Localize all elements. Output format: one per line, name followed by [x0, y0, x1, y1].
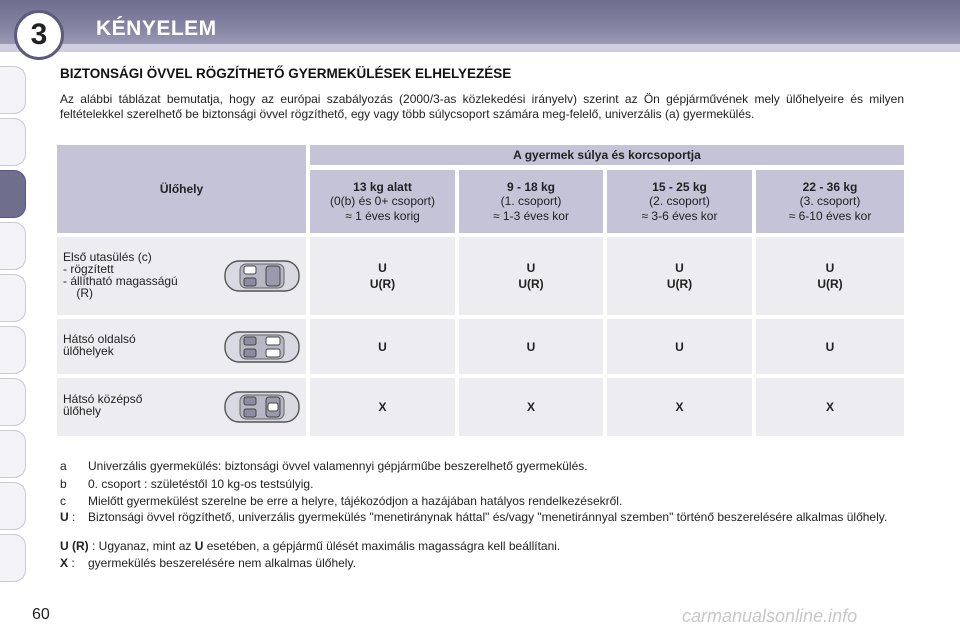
car-seat-diagram-icon [222, 258, 302, 294]
cell-value: X [378, 400, 387, 414]
cell-rear-side-group-1 [459, 319, 603, 374]
cell-rear-middle-group-0 [310, 378, 455, 436]
column-age: ≈ 1 éves korig [345, 208, 420, 223]
header-strip [0, 44, 960, 52]
cell-rear-middle-group-1 [459, 378, 603, 436]
page-number: 60 [32, 606, 50, 623]
footnote-text: Mielőtt gyermekülést szerelne be erre a helyre, tájékozódjon a hazájában hatályos rendelkezésekről. [88, 494, 623, 508]
column-group: (2. csoport) [649, 193, 710, 208]
row-label-line: - rögzített [63, 262, 114, 276]
cell-front-group-2 [607, 237, 752, 315]
row-label-rear-side-seats [57, 319, 306, 374]
cell-rear-side-group-3 [756, 319, 904, 374]
cell-rear-middle-group-2 [607, 378, 752, 436]
cell-rear-side-group-0 [310, 319, 455, 374]
footnote-ur [60, 539, 920, 554]
row-label-line: Hátsó középső [63, 392, 143, 406]
column-group: (1. csoport) [500, 193, 562, 208]
side-tab-active[interactable] [0, 170, 26, 218]
column-age: ≈ 6-10 éves kor [788, 208, 872, 223]
side-tab-5[interactable] [0, 274, 26, 322]
row-label-line: Első utasülés (c) [63, 250, 152, 264]
footnote-key: b [60, 477, 67, 491]
car-seat-diagram-icon [222, 389, 302, 425]
cell-value: U [675, 261, 684, 275]
cell-value: U [526, 339, 536, 354]
footnote-key: U : [60, 510, 76, 524]
seat-column-header [57, 145, 306, 233]
car-seat-diagram-icon [222, 329, 302, 365]
group-header [310, 145, 904, 165]
footnote-key: a [60, 459, 67, 473]
column-title: 22 - 36 kg [802, 179, 858, 194]
column-title: 15 - 25 kg [652, 179, 707, 194]
cell-front-group-1 [459, 237, 603, 315]
row-label-line: ülőhely [63, 404, 102, 418]
cell-value: U(R) [817, 277, 843, 291]
row-label-rear-middle-seat [57, 378, 306, 436]
chapter-title: KÉNYELEM [96, 17, 217, 40]
side-tab-10[interactable] [0, 534, 26, 582]
cell-front-group-0 [310, 237, 455, 315]
chapter-number-badge: 3 [14, 10, 64, 60]
intro-paragraph: Az alábbi táblázat bemutatja, hogy az európai szabályozás (2000/3-as közlekedési irányelv) szerint az Ön gépjárművének mely ülőhelyeire és milyen feltételekkel szerelhető be biztonsági övvel rögzíthető, egy vagy több súlycsoport számára meg-felelő, univerzális (a) gyermekülés. [60, 92, 904, 121]
side-tab-8[interactable] [0, 430, 26, 478]
footnote-text: Biztonsági övvel rögzíthető, univerzális gyermekülés "menetiránynak háttal" és/vagy "menetiránnyal szemben" történő beszerelésére alkalmas ülőhely. [88, 510, 888, 524]
cell-value: U [675, 339, 684, 354]
cell-value: U [378, 339, 387, 354]
seat-header-label: Ülőhely [159, 182, 204, 196]
footnote-text: gyermekülés beszerelésére nem alkalmas ülőhely. [88, 556, 356, 570]
cell-front-group-3 [756, 237, 904, 315]
column-header-group-1 [459, 170, 603, 233]
footnote-text: Univerzális gyermekülés: biztonsági övvel valamennyi gépjárműbe beszerelhető gyermekülés. [88, 459, 588, 473]
column-age: ≈ 1-3 éves kor [493, 208, 569, 223]
row-label-line: (R) [63, 286, 93, 300]
watermark: carmanualsonline.info [682, 606, 858, 626]
column-age: ≈ 3-6 éves kor [641, 208, 718, 223]
column-header-group-0 [310, 170, 455, 233]
side-tab-7[interactable] [0, 378, 26, 426]
column-title: 13 kg alatt [353, 179, 412, 194]
section-title: BIZTONSÁGI ÖVVEL RÖGZÍTHETŐ GYERMEKÜLÉSEK ELHELYEZÉSE [60, 66, 512, 81]
column-group: (0(b) és 0+ csoport) [329, 193, 436, 208]
footnote-text-bold: U [194, 539, 204, 553]
cell-value: X [526, 400, 535, 414]
cell-value: X [825, 400, 834, 414]
row-label-front-seat [57, 237, 306, 315]
side-tab-4[interactable] [0, 222, 26, 270]
row-label-line: ülőhelyek [63, 344, 114, 358]
cell-rear-middle-group-3 [756, 378, 904, 436]
footnote-text: : Ugyanaz, mint az [88, 539, 195, 553]
footnote-key: X : [60, 556, 75, 570]
cell-value: U(R) [369, 277, 396, 291]
column-title: 9 - 18 kg [506, 179, 556, 194]
cell-value: X [675, 400, 684, 414]
column-header-group-3 [756, 170, 904, 233]
side-tab-2[interactable] [0, 118, 26, 166]
cell-value: U(R) [518, 277, 544, 291]
row-label-line: - állítható magasságú [63, 274, 178, 288]
cell-value: U [378, 261, 387, 275]
cell-rear-side-group-2 [607, 319, 752, 374]
group-header-label: A gyermek súlya és korcsoportja [513, 148, 701, 162]
footnote-key: c [60, 494, 66, 508]
footnote-text: esetében, a gépjármű ülését maximális magasságra kell beállítani. [203, 539, 561, 553]
column-group: (3. csoport) [799, 193, 861, 208]
footnote-key: U (R) [60, 539, 89, 553]
column-header-group-2 [607, 170, 752, 233]
side-tab-9[interactable] [0, 482, 26, 530]
cell-value: U [825, 261, 835, 275]
footnote-text: 0. csoport : születéstől 10 kg-os testsúlyig. [88, 477, 314, 491]
cell-value: U(R) [666, 277, 693, 291]
row-label-line: Hátsó oldalsó [63, 332, 136, 346]
cell-value: U [825, 339, 835, 354]
side-tab-1[interactable] [0, 66, 26, 114]
side-tab-6[interactable] [0, 326, 26, 374]
cell-value: U [526, 261, 536, 275]
